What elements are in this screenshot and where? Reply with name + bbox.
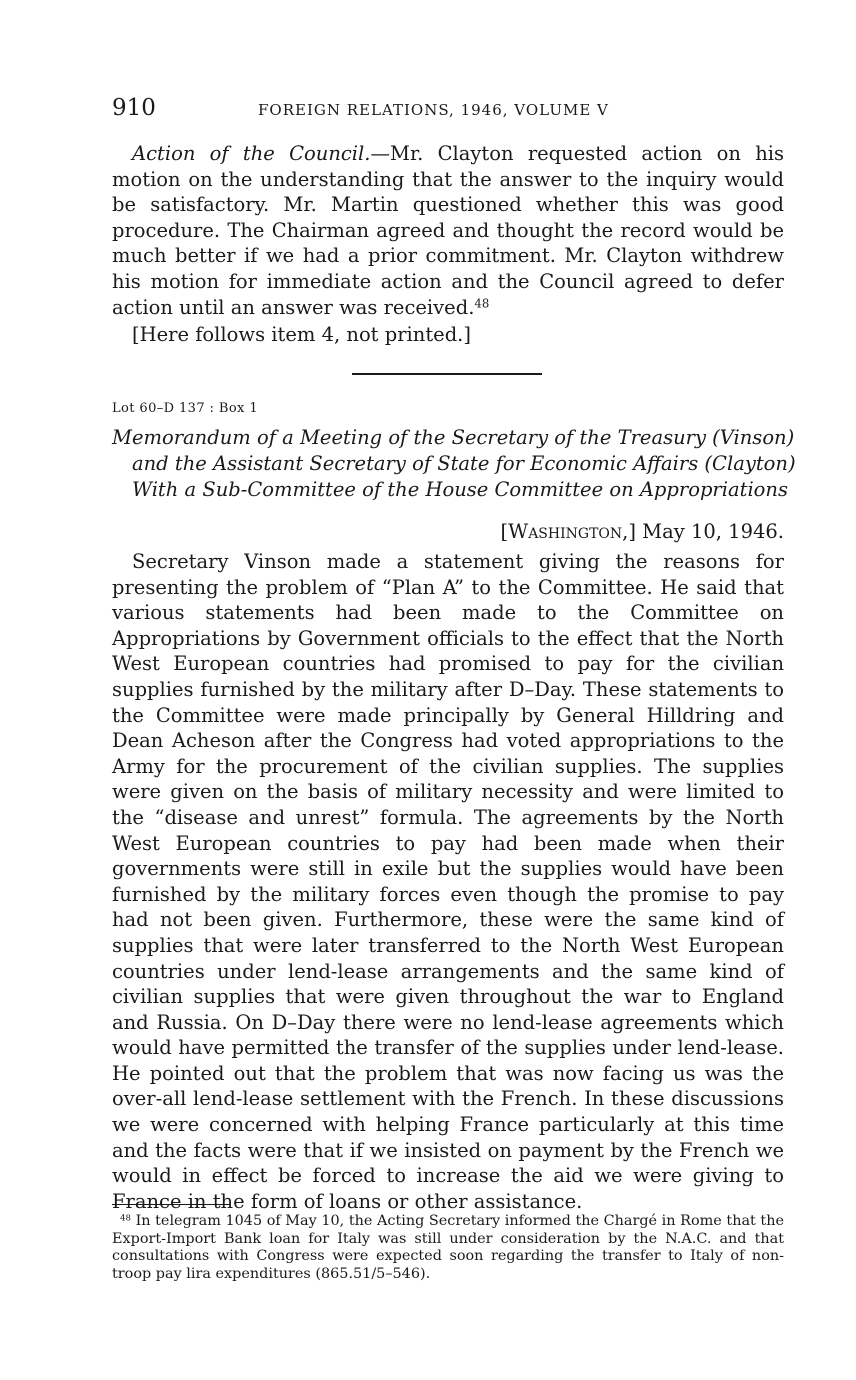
section-divider [352, 373, 542, 375]
title-line: and the Assistant Secretary of State for Economic Affairs (Clayton) [132, 452, 796, 475]
title-line: With a Sub-Committee of the House Committee on Appropriations [132, 478, 788, 501]
section-lead: Action of the Council. [132, 142, 371, 165]
running-title: FOREIGN RELATIONS, 1946, VOLUME V [258, 101, 609, 119]
memorandum-paragraph: Secretary Vinson made a statement giving the reasons for presenting the problem of “Plan A” to the Committee. He said that various statements had been made to the Committee on Appropriations by Government officials to the effect that the North West European countries had promised to pay for the civilian supplies furnished by the military after D–Day. These statements to the Committee were made principally by General Hilldring and Dean Acheson after the Congress had voted appropriations to the Army for the procurement of the civilian supplies. The supplies were given on the basis of military necessity and were limited to the “disease and unrest” formula. The agreements by the North West European countries to pay had been made when their governments were still in exile but the supplies would have been furnished by the military forces even though the promise to pay had not been given. Furthermore, these were the same kind of supplies that were later transferred to the North West European countries under lend-lease arrangements and the same kind of civilian supplies that were given throughout the war to England and Russia. On D–Day there were no lend-lease agreements which would have permitted the transfer of the supplies under lend-lease. He pointed out that the problem that was now facing us was the over-all lend-lease settlement with the French. In these discussions we were concerned with helping France particularly at this time and the facts were that if we insisted on payment by the French we would in effect be forced to increase the aid we were giving to France in the form of loans or other assistance. [112, 550, 784, 1213]
memorandum-body [112, 549, 784, 1214]
footnote [112, 1213, 784, 1283]
document-title [112, 425, 796, 503]
footnote-text: In telegram 1045 of May 10, the Acting Secretary informed the Chargé in Rome that the Export-Import Bank loan for Italy was still under consideration by the N.A.C. and that consultations with Congress were expected soon regarding the transfer to Italy of non-troop pay lira expenditures (865.51/5–546). [112, 1213, 784, 1282]
council-action-text: —Mr. Clayton requested action on his motion on the understanding that the answer to the inquiry would be satisfactory. Mr. Martin questioned whether this was good procedure. The Chairman agreed and thought the record would be much better if we had a prior commitment. Mr. Clayton withdrew his motion for immediate action and the Council agreed to defer action until an answer was received. [112, 142, 784, 319]
footnote-divider [112, 1204, 230, 1205]
council-action-paragraph [112, 141, 784, 320]
dateline [501, 520, 784, 543]
title-line: Memorandum of a Meeting of the Secretary of the Treasury (Vinson) [112, 426, 795, 449]
dateline-date: May 10, 1946. [642, 520, 784, 543]
footnote-reference: 48 [474, 296, 490, 311]
footnote-marker: 48 [120, 1213, 131, 1224]
editorial-note: [Here follows item 4, not printed.] [132, 323, 471, 346]
source-citation: Lot 60–D 137 : Box 1 [112, 401, 258, 416]
page-number: 910 [112, 95, 156, 121]
page-header [112, 95, 784, 125]
dateline-place: [Washington,] [500, 520, 636, 543]
